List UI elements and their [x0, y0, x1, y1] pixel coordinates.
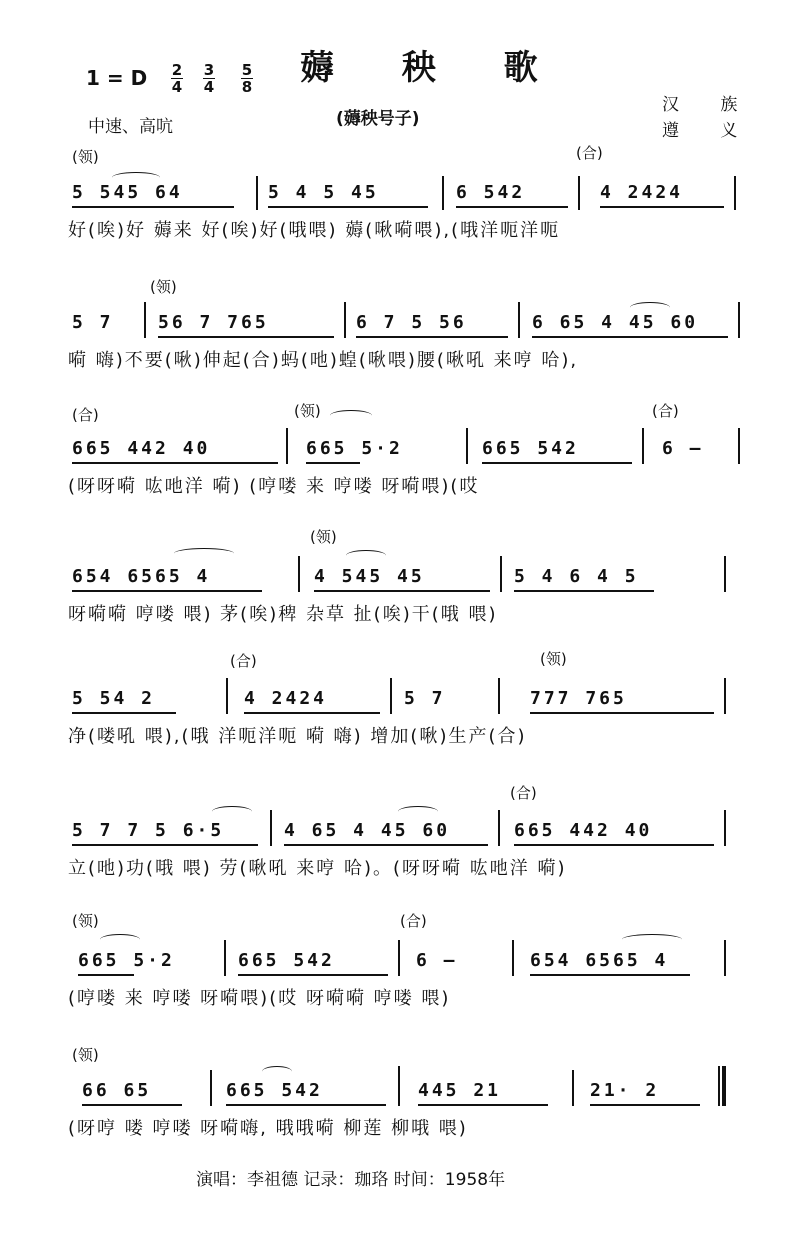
beam-underline: [530, 974, 690, 976]
measure-notes: 6 65 4 45 60: [532, 312, 699, 333]
measure-notes: 4 2424: [600, 182, 684, 203]
lyrics-line: 呀嗬嗬 哼喽 喂) 茅(唉)稗 杂草 扯(唉)干(哦 喂): [68, 604, 498, 625]
lyrics-line: 嗬 嗨)不要(啾)伸起(合)蚂(吔)蝗(啾喂)腰(啾吼 来哼 哈),: [68, 350, 579, 371]
measure-notes: 5 7: [404, 688, 446, 709]
barline: [572, 1070, 574, 1106]
measure-notes: 66 65: [82, 1080, 152, 1101]
barline: [738, 428, 740, 464]
slur-mark: [622, 934, 682, 945]
barline: [578, 176, 580, 210]
barline: [270, 810, 272, 846]
beam-underline: [226, 1104, 386, 1106]
barline: [500, 556, 502, 592]
measure-notes: 6 542: [456, 182, 526, 203]
song-subtitle: (薅秧号子): [336, 109, 420, 129]
barline: [498, 810, 500, 846]
beam-underline: [514, 844, 714, 846]
barline: [724, 678, 726, 714]
final-barline: [718, 1066, 720, 1106]
measure-notes: 654 6565 4: [530, 950, 669, 971]
measure-notes: 665 442 40: [514, 820, 653, 841]
slur-mark: [398, 806, 438, 817]
part-marker: (合): [400, 912, 427, 930]
measure-notes: 665 442 40: [72, 438, 211, 459]
part-marker: (合): [652, 402, 679, 420]
measure-notes: 21· 2: [590, 1080, 660, 1101]
barline: [210, 1070, 212, 1106]
measure-notes: 5 7 7 5 6·5: [72, 820, 225, 841]
beam-underline: [590, 1104, 700, 1106]
measure-notes: 654 6565 4: [72, 566, 211, 587]
barline: [344, 302, 346, 338]
barline: [226, 678, 228, 714]
part-marker: (领): [72, 912, 99, 930]
barline: [390, 678, 392, 714]
lyrics-line: 净(喽吼 喂),(哦 洋呃洋呃 嗬 嗨) 增加(啾)生产(合): [68, 726, 527, 747]
barline: [724, 810, 726, 846]
beam-underline: [78, 974, 134, 976]
part-marker: (合): [576, 144, 603, 162]
measure-notes: 5 7: [72, 312, 114, 333]
measure-notes: 665 542: [238, 950, 335, 971]
lyrics-line: 立(吔)功(哦 喂) 劳(啾吼 来哼 哈)。(呀呀嗬 吰吔洋 嗬): [68, 858, 567, 879]
final-barline: [722, 1066, 726, 1106]
beam-underline: [514, 590, 654, 592]
lyrics-line: (哼喽 来 哼喽 呀嗬喂)(哎 呀嗬嗬 哼喽 喂): [68, 988, 451, 1009]
measure-notes: 4 545 45: [314, 566, 425, 587]
measure-notes: 56 7 765: [158, 312, 269, 333]
measure-notes: 6 7 5 56: [356, 312, 467, 333]
barline: [256, 176, 258, 210]
beam-underline: [82, 1104, 182, 1106]
time-signature-2-4: 2 4: [171, 61, 183, 96]
key-signature: 1 = D: [86, 66, 148, 90]
slur-mark: [630, 302, 670, 313]
slur-mark: [262, 1066, 292, 1077]
beam-underline: [244, 712, 380, 714]
credits-line: 演唱：李祖德 记录：珈珞 时间：1958年: [196, 1170, 506, 1190]
beam-underline: [356, 336, 508, 338]
ethnicity-label: 汉 族: [662, 95, 756, 115]
measure-notes: 665 5·2: [78, 950, 175, 971]
slur-mark: [100, 934, 140, 945]
barline: [442, 176, 444, 210]
measure-notes: 5 54 2: [72, 688, 156, 709]
beam-underline: [72, 590, 262, 592]
barline: [286, 428, 288, 464]
barline: [144, 302, 146, 338]
slur-mark: [174, 548, 234, 559]
lyrics-line: 好(唉)好 薅来 好(唉)好(哦喂) 薅(啾嗬喂),(哦洋呃洋呃: [68, 220, 561, 241]
beam-underline: [314, 590, 490, 592]
beam-underline: [456, 206, 568, 208]
part-marker: (合): [230, 652, 257, 670]
part-marker: (领): [294, 402, 321, 420]
measure-notes: 6 —: [416, 950, 458, 971]
part-marker: (领): [150, 278, 177, 296]
beam-underline: [530, 712, 714, 714]
beam-underline: [72, 462, 278, 464]
barline: [642, 428, 644, 464]
slur-mark: [112, 172, 160, 183]
measure-notes: 5 545 64: [72, 182, 183, 203]
measure-notes: 777 765: [530, 688, 627, 709]
beam-underline: [72, 206, 234, 208]
slur-mark: [330, 410, 372, 421]
barline: [724, 940, 726, 976]
region-label: 遵 义: [662, 121, 756, 141]
beam-underline: [72, 844, 258, 846]
barline: [724, 556, 726, 592]
song-title: 薅 秧 歌: [300, 48, 566, 88]
barline: [224, 940, 226, 976]
barline: [518, 302, 520, 338]
measure-notes: 4 65 4 45 60: [284, 820, 451, 841]
beam-underline: [418, 1104, 548, 1106]
barline: [512, 940, 514, 976]
barline: [298, 556, 300, 592]
part-marker: (合): [72, 406, 99, 424]
slur-mark: [212, 806, 252, 817]
measure-notes: 5 4 6 4 5: [514, 566, 639, 587]
barline: [398, 940, 400, 976]
part-marker: (领): [310, 528, 337, 546]
part-marker: (合): [510, 784, 537, 802]
lyrics-line: (呀哼 喽 哼喽 呀嗬嗨, 哦哦嗬 柳莲 柳哦 喂): [68, 1118, 468, 1139]
barline: [738, 302, 740, 338]
beam-underline: [72, 712, 176, 714]
part-marker: (领): [72, 148, 99, 166]
beam-underline: [158, 336, 334, 338]
time-signature-3-4: 3 4: [203, 61, 215, 96]
beam-underline: [268, 206, 428, 208]
beam-underline: [238, 974, 388, 976]
measure-notes: 665 542: [226, 1080, 323, 1101]
measure-notes: 665 5·2: [306, 438, 403, 459]
barline: [498, 678, 500, 714]
part-marker: (领): [540, 650, 567, 668]
tempo-marking: 中速、高吭: [88, 117, 173, 137]
barline: [398, 1066, 400, 1106]
beam-underline: [532, 336, 728, 338]
beam-underline: [482, 462, 632, 464]
measure-notes: 4 2424: [244, 688, 328, 709]
measure-notes: 6 —: [662, 438, 704, 459]
part-marker: (领): [72, 1046, 99, 1064]
slur-mark: [346, 550, 386, 561]
barline: [466, 428, 468, 464]
barline: [734, 176, 736, 210]
beam-underline: [600, 206, 724, 208]
measure-notes: 5 4 5 45: [268, 182, 379, 203]
measure-notes: 445 21: [418, 1080, 502, 1101]
lyrics-line: (呀呀嗬 吰吔洋 嗬) (哼喽 来 哼喽 呀嗬喂)(哎: [68, 476, 480, 497]
beam-underline: [284, 844, 488, 846]
measure-notes: 665 542: [482, 438, 579, 459]
beam-underline: [306, 462, 360, 464]
time-signature-5-8: 5 8: [241, 61, 253, 96]
